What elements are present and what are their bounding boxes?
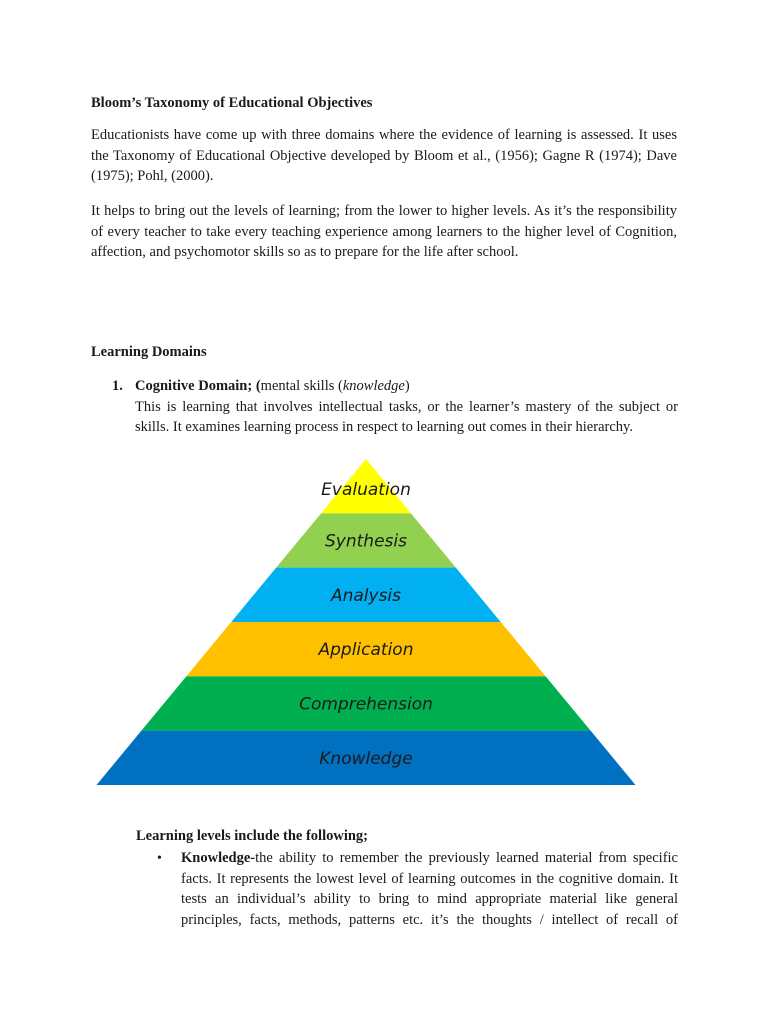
list-item-subtitle-suffix: )	[404, 378, 410, 394]
pyramid-label-application: Application	[318, 640, 414, 661]
pyramid-label-analysis: Analysis	[330, 585, 402, 606]
list-item-subtitle-prefix: mental skills (	[260, 378, 343, 394]
section-heading-learning-domains: Learning Domains	[91, 344, 207, 360]
learning-levels-heading: Learning levels include the following;	[136, 828, 368, 844]
list-number: 1.	[112, 378, 123, 394]
bullet-description: the ability to remember the previously learned material from specific facts. It represents the lowest level of learning outcomes in the cognitive domain. It tests an individual’s ability to bring to mind appropriate material like general principles, facts, methods, patterns etc. it’s the thoughts / intellect of recall of	[181, 850, 678, 928]
pyramid-label-evaluation: Evaluation	[321, 480, 411, 501]
pyramid-bands	[97, 459, 636, 785]
levels-paragraph: It helps to bring out the levels of learning; from the lower to higher levels. As it’s the responsibility of every teacher to take every teaching experience among learners to the higher level of Cognition, affection, and psychomotor skills so as to prepare for the life after school.	[91, 203, 677, 260]
bullet-knowledge	[181, 848, 678, 930]
document-title: Bloom’s Taxonomy of Educational Objectives	[91, 95, 373, 111]
bullet-term: Knowledge-	[181, 850, 256, 866]
pyramid-label-synthesis: Synthesis	[325, 531, 407, 552]
pyramid-label-knowledge: Knowledge	[319, 748, 413, 769]
list-item-subtitle-emphasis: knowledge	[342, 378, 405, 394]
list-item-title: Cognitive Domain; (	[135, 378, 261, 394]
list-item-description: This is learning that involves intellectual tasks, or the learner’s mastery of the subject or skills. It examines learning process in respect to learning out comes in their hierarchy.	[135, 398, 678, 435]
pyramid-label-comprehension: Comprehension	[299, 694, 433, 715]
bullet-symbol: •	[157, 851, 162, 866]
intro-paragraph: Educationists have come up with three domains where the evidence of learning is assessed. It uses the Taxonomy of Educational Objective developed by Bloom et al., (1956); Gagne R (1974); Dave (1975); Pohl, (2000).	[91, 127, 677, 184]
